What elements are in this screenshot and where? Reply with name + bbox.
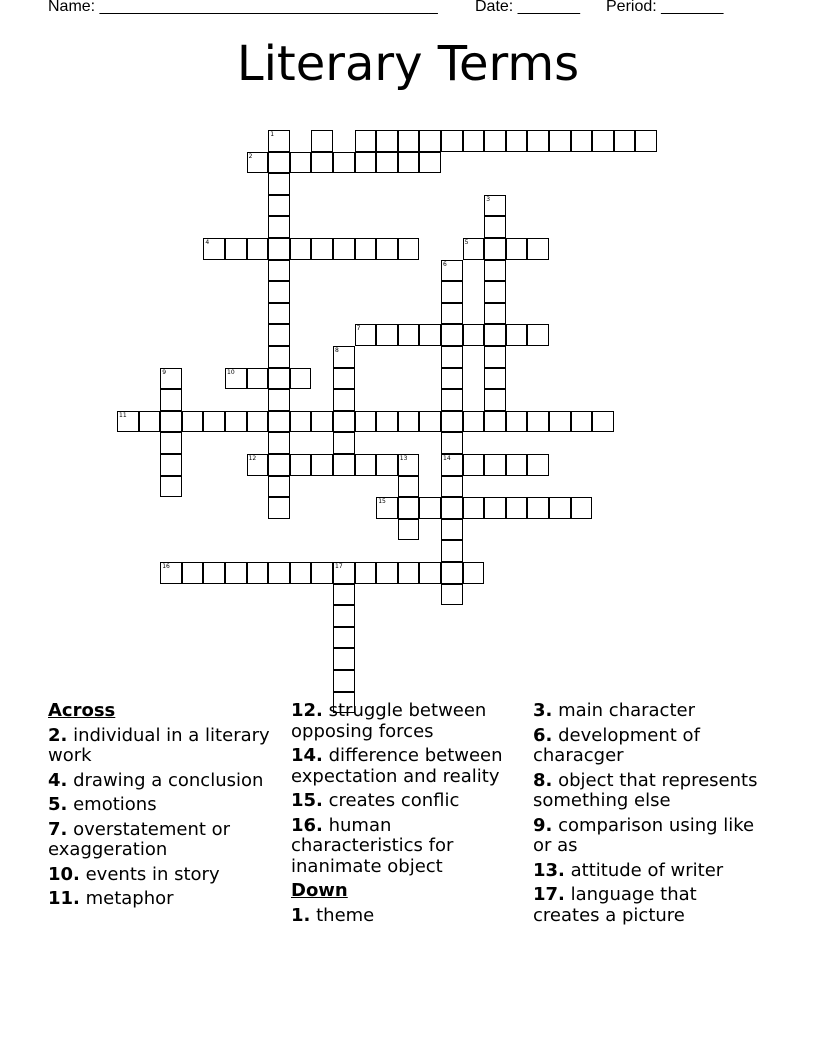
crossword-cell[interactable] [333, 238, 355, 260]
crossword-cell[interactable] [463, 324, 485, 346]
crossword-cell[interactable] [398, 130, 420, 152]
crossword-cell[interactable] [506, 454, 528, 476]
crossword-cell[interactable] [506, 238, 528, 260]
page-title: Literary Terms [236, 36, 580, 92]
crossword-cell[interactable] [268, 389, 290, 411]
crossword-cell[interactable] [225, 238, 247, 260]
crossword-cell[interactable] [463, 411, 485, 433]
crossword-cell[interactable] [268, 411, 290, 433]
crossword-cell[interactable] [484, 238, 506, 260]
crossword-cell[interactable] [290, 152, 312, 174]
crossword-cell[interactable] [592, 130, 614, 152]
crossword-cell[interactable] [484, 454, 506, 476]
crossword-cell[interactable] [203, 562, 225, 584]
crossword-cell[interactable] [247, 238, 269, 260]
clue-number-label: 6. [533, 724, 553, 746]
crossword-cell[interactable] [160, 454, 182, 476]
crossword-cell[interactable] [441, 281, 463, 303]
crossword-cell-5[interactable] [463, 238, 485, 260]
crossword-cell[interactable] [398, 324, 420, 346]
crossword-cell[interactable] [333, 670, 355, 692]
clue-number-label: 7. [48, 818, 68, 840]
crossword-cell-11[interactable] [117, 411, 139, 433]
clue-number-label: 2. [48, 724, 68, 746]
crossword-cell[interactable] [333, 648, 355, 670]
clue-text: drawing a conclusion [67, 769, 264, 791]
crossword-cell[interactable] [376, 152, 398, 174]
crossword-cell[interactable] [419, 152, 441, 174]
clue-number: 16 [162, 563, 170, 570]
crossword-cell[interactable] [441, 368, 463, 390]
crossword-cell[interactable] [398, 519, 420, 541]
crossword-cell[interactable] [268, 368, 290, 390]
crossword-cell[interactable] [311, 411, 333, 433]
clue-item [533, 861, 763, 882]
clue-column-1 [48, 701, 278, 914]
crossword-cell[interactable] [549, 411, 571, 433]
crossword-cell[interactable] [506, 130, 528, 152]
clue-text: creates conflic [322, 790, 460, 811]
crossword-cell[interactable] [527, 130, 549, 152]
clue-number-label: 13. [533, 859, 565, 881]
crossword-cell[interactable] [268, 324, 290, 346]
crossword-cell-12[interactable] [247, 454, 269, 476]
crossword-cell[interactable] [441, 432, 463, 454]
crossword-cell[interactable] [441, 389, 463, 411]
crossword-cell-15[interactable] [376, 497, 398, 519]
clue-number: 2 [248, 152, 253, 160]
clue-text: main character [552, 700, 695, 721]
crossword-cell[interactable] [484, 497, 506, 519]
clue-number: 1 [270, 131, 275, 138]
crossword-cell[interactable] [268, 432, 290, 454]
crossword-cell[interactable] [355, 130, 377, 152]
clue-item [533, 701, 763, 722]
crossword-cell[interactable] [571, 497, 593, 519]
clue-item [291, 746, 521, 787]
crossword-cell[interactable] [398, 497, 420, 519]
crossword-cell[interactable] [268, 260, 290, 282]
crossword-cell[interactable] [376, 130, 398, 152]
crossword-cell[interactable] [333, 389, 355, 411]
clue-number: 17 [335, 563, 343, 570]
crossword-cell[interactable] [139, 411, 161, 433]
clue-number-label: 8. [533, 769, 553, 791]
crossword-cell[interactable] [398, 476, 420, 498]
crossword-cell[interactable] [549, 497, 571, 519]
crossword-cell[interactable] [419, 411, 441, 433]
clue-number: 7 [356, 325, 361, 333]
crossword-cell[interactable] [225, 411, 247, 433]
crossword-cell[interactable] [290, 454, 312, 476]
clue-item [291, 906, 521, 927]
crossword-cell[interactable] [268, 562, 290, 584]
clue-item [291, 701, 521, 742]
crossword-cell[interactable] [571, 130, 593, 152]
crossword-cell[interactable] [333, 605, 355, 627]
crossword-cell[interactable] [441, 411, 463, 433]
clue-item [291, 791, 521, 812]
crossword-cell[interactable] [398, 562, 420, 584]
clue-text: attitude of writer [564, 859, 724, 881]
crossword-cell-10[interactable] [225, 368, 247, 390]
crossword-cell[interactable] [441, 519, 463, 541]
crossword-cell[interactable] [441, 540, 463, 562]
crossword-cell[interactable] [182, 562, 204, 584]
clue-number: 8 [335, 347, 339, 354]
crossword-cell[interactable] [527, 454, 549, 476]
crossword-cell[interactable] [355, 562, 377, 584]
crossword-cell-6[interactable] [441, 260, 463, 282]
crossword-cell[interactable] [311, 130, 333, 152]
crossword-cell[interactable] [463, 562, 485, 584]
crossword-cell[interactable] [268, 303, 290, 325]
clue-item [533, 771, 763, 812]
clue-number: 4 [205, 239, 210, 246]
clue-column-3 [533, 701, 763, 930]
crossword-cell[interactable] [160, 432, 182, 454]
clue-text: overstatement or exaggeration [48, 818, 231, 860]
crossword-cell[interactable] [441, 130, 463, 152]
clue-item [48, 865, 278, 886]
crossword-cell-14[interactable] [441, 454, 463, 476]
crossword-cell-16[interactable] [160, 562, 182, 584]
clue-text: object that represents something else [533, 769, 758, 811]
crossword-cell[interactable] [376, 454, 398, 476]
crossword-cell[interactable] [484, 389, 506, 411]
clue-item [291, 816, 521, 878]
crossword-cell[interactable] [247, 368, 269, 390]
crossword-cell[interactable] [463, 454, 485, 476]
crossword-cell[interactable] [311, 238, 333, 260]
crossword-cell[interactable] [376, 411, 398, 433]
crossword-cell[interactable] [419, 130, 441, 152]
crossword-cell[interactable] [268, 195, 290, 217]
clue-text: comparison using like or as [533, 814, 755, 856]
crossword-cell[interactable] [419, 324, 441, 346]
clue-number: 14 [443, 455, 451, 462]
down-heading: Down [291, 880, 348, 901]
clue-number-label: 9. [533, 814, 553, 836]
crossword-cell[interactable] [268, 281, 290, 303]
clue-item [48, 795, 278, 816]
crossword-cell[interactable] [290, 238, 312, 260]
crossword-cell[interactable] [527, 497, 549, 519]
crossword-cell[interactable] [398, 152, 420, 174]
crossword-cell[interactable] [333, 152, 355, 174]
clue-number-label: 16. [291, 814, 323, 836]
crossword-cell[interactable] [247, 411, 269, 433]
crossword-cell[interactable] [333, 454, 355, 476]
clue-text: difference between expectation and reality [291, 745, 503, 787]
crossword-cell-8[interactable] [333, 346, 355, 368]
clue-number: 12 [248, 455, 257, 462]
crossword-cell[interactable] [484, 303, 506, 325]
crossword-cell[interactable] [592, 411, 614, 433]
clue-number: 10 [227, 368, 235, 376]
clue-text: language that creates a picture [533, 884, 697, 926]
crossword-cell[interactable] [333, 368, 355, 390]
crossword-cell-3[interactable] [484, 195, 506, 217]
crossword-cell[interactable] [441, 584, 463, 606]
clue-number-label: 10. [48, 863, 80, 885]
crossword-cell[interactable] [311, 562, 333, 584]
period-field-label[interactable]: Period: _______ [606, 0, 724, 15]
crossword-cell-13[interactable] [398, 454, 420, 476]
crossword-cell[interactable] [290, 562, 312, 584]
crossword-cell[interactable] [527, 324, 549, 346]
crossword-cell[interactable] [571, 411, 593, 433]
crossword-cell[interactable] [484, 130, 506, 152]
crossword-cell[interactable] [484, 324, 506, 346]
crossword-cell[interactable] [268, 152, 290, 174]
crossword-cell[interactable] [441, 562, 463, 584]
crossword-cell[interactable] [441, 497, 463, 519]
crossword-cell[interactable] [484, 368, 506, 390]
crossword-cell[interactable] [527, 238, 549, 260]
clue-item [48, 771, 278, 792]
clue-number-label: 4. [48, 769, 68, 791]
clue-item [48, 820, 278, 861]
crossword-cell[interactable] [419, 562, 441, 584]
clue-number-label: 17. [533, 884, 565, 905]
clue-number: 9 [162, 368, 167, 376]
crossword-cell[interactable] [333, 432, 355, 454]
crossword-cell-4[interactable] [203, 238, 225, 260]
clue-number: 11 [119, 411, 127, 419]
clue-text: emotions [67, 794, 157, 815]
crossword-cell[interactable] [290, 368, 312, 390]
clue-text: metaphor [79, 888, 174, 909]
crossword-cell[interactable] [247, 562, 269, 584]
clue-number: 6 [443, 260, 447, 268]
crossword-cell[interactable] [268, 238, 290, 260]
clue-number-label: 12. [291, 700, 323, 721]
crossword-cell[interactable] [268, 497, 290, 519]
crossword-cell[interactable] [484, 281, 506, 303]
crossword-cell-9[interactable] [160, 368, 182, 390]
crossword-cell[interactable] [333, 584, 355, 606]
crossword-cell[interactable] [376, 324, 398, 346]
clue-number: 13 [399, 455, 408, 462]
clue-item [48, 889, 278, 910]
crossword-cell[interactable] [484, 411, 506, 433]
crossword-cell[interactable] [355, 238, 377, 260]
clue-number-label: 3. [533, 700, 553, 721]
date-field-label[interactable]: Date: _______ [475, 0, 580, 15]
crossword-cell-17[interactable] [333, 562, 355, 584]
crossword-cell[interactable] [549, 130, 571, 152]
crossword-cell-7[interactable] [355, 324, 377, 346]
clue-text: theme [310, 904, 375, 926]
clue-text: development of characger [533, 724, 700, 766]
crossword-cell[interactable] [355, 411, 377, 433]
crossword-cell[interactable] [398, 238, 420, 260]
crossword-cell-1[interactable] [268, 130, 290, 152]
crossword-cell[interactable] [527, 411, 549, 433]
crossword-cell[interactable] [268, 216, 290, 238]
clue-number-label: 5. [48, 794, 68, 815]
clue-item [533, 885, 763, 926]
clue-text: individual in a literary work [48, 724, 270, 766]
crossword-cell[interactable] [419, 497, 441, 519]
crossword-cell[interactable] [268, 476, 290, 498]
crossword-cell[interactable] [160, 411, 182, 433]
crossword-cell[interactable] [484, 216, 506, 238]
crossword-cell[interactable] [506, 497, 528, 519]
clue-number-label: 11. [48, 888, 80, 909]
crossword-cell[interactable] [160, 476, 182, 498]
crossword-cell[interactable] [398, 411, 420, 433]
clue-number-label: 15. [291, 790, 323, 811]
clue-text: struggle between opposing forces [291, 700, 487, 742]
crossword-cell[interactable] [355, 454, 377, 476]
crossword-cell[interactable] [268, 454, 290, 476]
crossword-cell[interactable] [484, 346, 506, 368]
crossword-cell[interactable] [506, 324, 528, 346]
clue-item [533, 726, 763, 767]
crossword-cell[interactable] [290, 411, 312, 433]
crossword-cell[interactable] [311, 152, 333, 174]
crossword-cell[interactable] [333, 627, 355, 649]
name-field-label[interactable]: Name: ______________________________________ [48, 0, 438, 15]
crossword-cell[interactable] [635, 130, 657, 152]
crossword-cell[interactable] [333, 411, 355, 433]
clue-text: events in story [79, 863, 220, 885]
crossword-cell[interactable] [441, 303, 463, 325]
crossword-cell[interactable] [463, 497, 485, 519]
clue-number: 15 [378, 498, 386, 506]
crossword-cell[interactable] [225, 562, 247, 584]
crossword-cell[interactable] [268, 173, 290, 195]
clue-column-2 [291, 701, 521, 930]
crossword-cell[interactable] [160, 389, 182, 411]
crossword-cell[interactable] [355, 152, 377, 174]
crossword-cell[interactable] [463, 130, 485, 152]
crossword-cell[interactable] [268, 346, 290, 368]
crossword-cell[interactable] [182, 411, 204, 433]
crossword-cell[interactable] [506, 411, 528, 433]
crossword-cell[interactable] [441, 476, 463, 498]
clue-item [48, 726, 278, 767]
crossword-cell[interactable] [441, 324, 463, 346]
across-heading: Across [48, 700, 116, 721]
crossword-cell[interactable] [376, 238, 398, 260]
crossword-cell[interactable] [203, 411, 225, 433]
clue-item [533, 816, 763, 857]
crossword-cell[interactable] [484, 260, 506, 282]
crossword-cell[interactable] [441, 346, 463, 368]
clue-number: 3 [486, 195, 491, 203]
crossword-cell[interactable] [311, 454, 333, 476]
clue-text: human characteristics for inanimate object [291, 814, 454, 877]
crossword-cell[interactable] [376, 562, 398, 584]
clue-number: 5 [464, 239, 469, 246]
clue-number-label: 14. [291, 745, 323, 766]
crossword-cell-2[interactable] [247, 152, 269, 174]
clue-number-label: 1. [291, 904, 311, 926]
crossword-cell[interactable] [614, 130, 636, 152]
